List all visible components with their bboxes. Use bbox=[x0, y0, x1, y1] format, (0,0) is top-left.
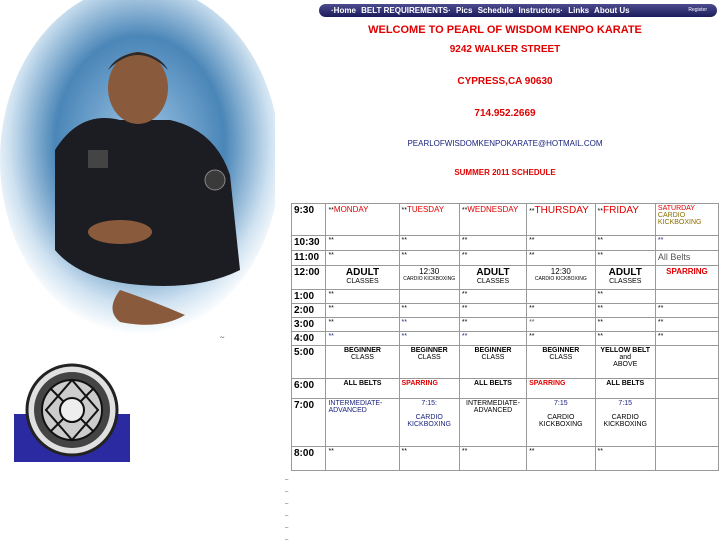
nav-pics[interactable]: Pics bbox=[456, 6, 473, 15]
cell: ** bbox=[655, 236, 718, 251]
cell: ** bbox=[399, 251, 459, 266]
day-label: WEDNESDAY bbox=[467, 205, 519, 214]
cell: ** bbox=[527, 251, 595, 266]
class-sub: CLASSES bbox=[476, 278, 510, 285]
cell bbox=[595, 399, 655, 447]
saturday-kickboxing: KICKBOXING bbox=[657, 219, 702, 226]
day-label: TUESDAY bbox=[406, 205, 445, 214]
header-friday bbox=[595, 204, 655, 236]
class-sub: CLASS bbox=[481, 354, 505, 361]
cell: ** bbox=[527, 304, 595, 318]
cell: ** bbox=[595, 236, 655, 251]
cell: ** bbox=[595, 251, 655, 266]
class-sub: CLASS bbox=[417, 354, 441, 361]
class-sub: CARDIO KICKBOXING bbox=[534, 276, 587, 282]
class-sub: KICKBOXING bbox=[407, 421, 451, 428]
cell: ** bbox=[399, 447, 459, 471]
class-name: BEGINNER bbox=[410, 347, 448, 354]
list-item: – bbox=[285, 477, 289, 483]
cell: ** bbox=[326, 251, 399, 266]
class-sub: CLASS bbox=[549, 354, 573, 361]
cell: ** bbox=[399, 332, 459, 346]
nav-links bbox=[331, 4, 633, 17]
day-prefix: ** bbox=[529, 208, 535, 215]
time-cell: 3:00 bbox=[292, 318, 326, 332]
header-monday bbox=[326, 204, 399, 236]
time-cell: 5:00 bbox=[292, 346, 326, 379]
time-cell: 4:00 bbox=[292, 332, 326, 346]
schedule-title: SUMMER 2011 SCHEDULE bbox=[454, 168, 556, 177]
time-cell: 7:00 bbox=[292, 399, 326, 447]
cell bbox=[399, 399, 459, 447]
cell: ** bbox=[459, 290, 526, 304]
street-address: 9242 WALKER STREET bbox=[449, 44, 561, 55]
cell: ALL BELTS bbox=[595, 379, 655, 399]
cell: ** bbox=[655, 304, 718, 318]
class-sub: ADVANCED bbox=[473, 407, 513, 414]
cell bbox=[527, 346, 595, 379]
time-cell: 12:00 bbox=[292, 266, 326, 290]
cell: ** bbox=[459, 236, 526, 251]
svg-text:~: ~ bbox=[220, 333, 225, 342]
table-row bbox=[292, 332, 719, 346]
cell bbox=[655, 399, 718, 447]
table-row bbox=[292, 346, 719, 379]
schedule-table bbox=[291, 203, 719, 471]
list-item: – bbox=[285, 537, 289, 543]
class-sub: CLASS bbox=[350, 354, 374, 361]
class-time: 7:15 bbox=[618, 400, 633, 407]
cell: ** bbox=[399, 304, 459, 318]
day-prefix: ** bbox=[597, 208, 603, 215]
class-name: CARDIO bbox=[547, 414, 575, 421]
cell: ** bbox=[655, 332, 718, 346]
cell bbox=[655, 379, 718, 399]
cell bbox=[326, 346, 399, 379]
cell bbox=[399, 266, 459, 290]
phone-number: 714.952.2669 bbox=[474, 108, 536, 119]
cell: ** bbox=[326, 318, 399, 332]
table-row bbox=[292, 447, 719, 471]
class-name: INTERMEDIATE- bbox=[328, 400, 383, 407]
cell: ** bbox=[326, 236, 399, 251]
class-name: BEGINNER bbox=[542, 347, 580, 354]
nav-home[interactable]: ·Home bbox=[331, 6, 356, 15]
cell bbox=[595, 266, 655, 290]
class-sub: KICKBOXING bbox=[539, 421, 583, 428]
header-saturday bbox=[655, 204, 718, 236]
saturday-cardio: CARDIO bbox=[657, 212, 686, 219]
cell: ** bbox=[459, 251, 526, 266]
nav-about-us[interactable]: About Us bbox=[594, 6, 630, 15]
cell bbox=[527, 266, 595, 290]
cell bbox=[595, 346, 655, 379]
cell: ** bbox=[459, 304, 526, 318]
cell: ** bbox=[527, 447, 595, 471]
footer-list bbox=[285, 474, 288, 546]
header-wednesday bbox=[459, 204, 526, 236]
list-item: – bbox=[285, 525, 289, 531]
day-prefix: ** bbox=[328, 207, 334, 214]
cell: All Belts bbox=[655, 251, 718, 266]
time-cell: 9:30 bbox=[292, 204, 326, 236]
class-sub: CLASSES bbox=[609, 278, 642, 285]
school-logo bbox=[14, 362, 130, 462]
table-row bbox=[292, 399, 719, 447]
cell: ** bbox=[326, 332, 399, 346]
class-name: ADULT bbox=[608, 267, 642, 278]
table-row bbox=[292, 236, 719, 251]
cell: ** bbox=[655, 318, 718, 332]
day-prefix: ** bbox=[401, 207, 407, 214]
cell: ALL BELTS bbox=[326, 379, 399, 399]
day-prefix: ** bbox=[461, 207, 468, 214]
class-time: 12:30 bbox=[419, 267, 440, 276]
nav-instructors[interactable]: Instructors· bbox=[518, 6, 563, 15]
cell bbox=[459, 346, 526, 379]
list-item: – bbox=[285, 513, 289, 519]
class-sub: CLASSES bbox=[346, 278, 379, 285]
cell: SPARRING bbox=[655, 266, 718, 290]
top-nav-bar bbox=[319, 4, 717, 17]
time-cell: 11:00 bbox=[292, 251, 326, 266]
cell: ** bbox=[459, 447, 526, 471]
time-cell: 10:30 bbox=[292, 236, 326, 251]
class-name: CARDIO bbox=[415, 414, 443, 421]
cell bbox=[527, 399, 595, 447]
cell: ** bbox=[459, 318, 526, 332]
class-name: ADULT bbox=[476, 267, 510, 278]
cell: ** bbox=[326, 447, 399, 471]
nav-links-page[interactable]: Links bbox=[568, 6, 590, 15]
class-time: 12:30 bbox=[550, 267, 571, 276]
list-item: – bbox=[285, 489, 289, 495]
class-time: 7:15: bbox=[421, 400, 437, 407]
header-thursday bbox=[527, 204, 595, 236]
table-row bbox=[292, 266, 719, 290]
cell bbox=[399, 346, 459, 379]
cell bbox=[459, 399, 526, 447]
cell: ** bbox=[399, 318, 459, 332]
class-name: BEGINNER bbox=[344, 347, 381, 354]
cell bbox=[326, 266, 399, 290]
cell: ** bbox=[326, 304, 399, 318]
class-name: ADULT bbox=[345, 267, 380, 278]
cell: ** bbox=[595, 332, 655, 346]
time-cell: 6:00 bbox=[292, 379, 326, 399]
class-sub: CARDIO KICKBOXING bbox=[403, 276, 456, 282]
email-link[interactable]: PEARLOFWISDOMKENPOKARATE@HOTMAIL.COM bbox=[407, 139, 603, 148]
time-cell: 1:00 bbox=[292, 290, 326, 304]
saturday-label: SATURDAY bbox=[657, 205, 695, 212]
table-row bbox=[292, 379, 719, 399]
list-item: – bbox=[285, 501, 289, 507]
header-tuesday bbox=[399, 204, 459, 236]
cell: ALL BELTS bbox=[459, 379, 526, 399]
cell bbox=[655, 290, 718, 304]
cell: ** bbox=[527, 318, 595, 332]
city-address: CYPRESS,CA 90630 bbox=[457, 76, 553, 87]
cell: ** bbox=[459, 332, 526, 346]
class-sub: ADVANCED bbox=[328, 407, 367, 414]
instructor-photo bbox=[0, 0, 275, 360]
nav-schedule[interactable]: Schedule bbox=[477, 6, 514, 15]
table-row bbox=[292, 290, 719, 304]
cell: ** bbox=[326, 290, 399, 304]
cell: SPARRING bbox=[527, 379, 595, 399]
class-sub: ABOVE bbox=[613, 361, 638, 368]
cell: ** bbox=[399, 236, 459, 251]
cell bbox=[655, 346, 718, 379]
cell: ** bbox=[527, 236, 595, 251]
class-time: 7:15 bbox=[554, 400, 568, 407]
table-row bbox=[292, 304, 719, 318]
cell: ** bbox=[595, 290, 655, 304]
cell bbox=[326, 399, 399, 447]
cell: ** bbox=[527, 332, 595, 346]
time-cell: 2:00 bbox=[292, 304, 326, 318]
cell bbox=[399, 290, 459, 304]
class-name: YELLOW BELT bbox=[600, 347, 651, 354]
table-row bbox=[292, 204, 719, 236]
class-name: CARDIO bbox=[611, 414, 639, 421]
register-link[interactable]: Register bbox=[688, 7, 707, 13]
table-row bbox=[292, 318, 719, 332]
lotus-emblem-icon bbox=[14, 362, 130, 462]
nav-belt-requirements[interactable]: BELT REQUIREMENTS· bbox=[361, 6, 451, 15]
class-name: INTERMEDIATE- bbox=[466, 400, 520, 407]
cell bbox=[459, 266, 526, 290]
table-row bbox=[292, 251, 719, 266]
class-name: BEGINNER bbox=[474, 347, 512, 354]
cell: ** bbox=[595, 318, 655, 332]
day-label: FRIDAY bbox=[603, 205, 639, 216]
welcome-title: WELCOME TO PEARL OF WISDOM KENPO KARATE bbox=[368, 24, 642, 36]
day-label: THURSDAY bbox=[534, 205, 589, 216]
cell: ** bbox=[595, 447, 655, 471]
cell: ** bbox=[595, 304, 655, 318]
day-label: MONDAY bbox=[333, 205, 369, 214]
class-sub: KICKBOXING bbox=[603, 421, 648, 428]
cell: SPARRING bbox=[399, 379, 459, 399]
cell bbox=[655, 447, 718, 471]
class-sub: and bbox=[619, 354, 632, 361]
time-cell: 8:00 bbox=[292, 447, 326, 471]
cell bbox=[527, 290, 595, 304]
